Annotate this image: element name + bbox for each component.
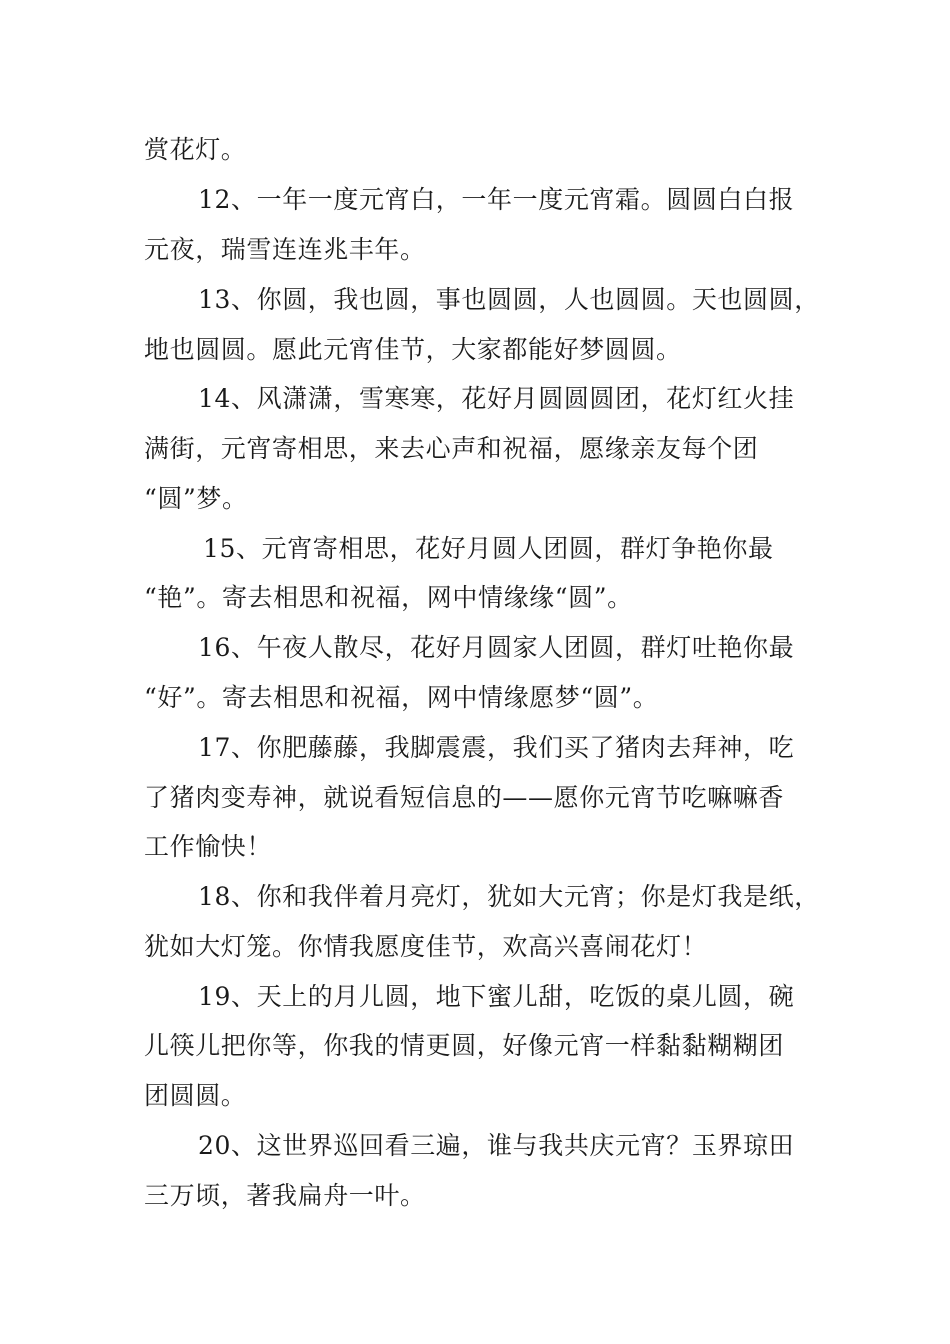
text-line: “圆”梦。	[144, 484, 248, 513]
text-line-item-15-start: 15、元宵寄相思，花好月圆人团圆，群灯争艳你最	[203, 534, 774, 563]
text-line: 儿筷儿把你等，你我的情更圆，好像元宵一样黏黏糊糊团	[144, 1031, 785, 1060]
text-line: 地也圆圆。愿此元宵佳节，大家都能好梦圆圆。	[144, 335, 682, 364]
text-line: “艳”。寄去相思和祝福，网中情缘缘“圆”。	[144, 583, 633, 612]
text-line-item-19-start: 19、天上的月儿圆，地下蜜儿甜，吃饭的桌儿圆，碗	[198, 982, 795, 1011]
text-line: “好”。寄去相思和祝福，网中情缘愿梦“圆”。	[144, 683, 659, 712]
text-line: 三万顷，著我扁舟一叶。	[144, 1181, 426, 1210]
text-line: 了猪肉变寿神，就说看短信息的——愿你元宵节吃嘛嘛香	[144, 783, 785, 812]
text-line-item-17-start: 17、你肥藤藤，我脚震震，我们买了猪肉去拜神，吃	[198, 733, 795, 762]
text-line: 团圆圆。	[144, 1081, 247, 1110]
text-line: 犹如大灯笼。你情我愿度佳节，欢高兴喜闹花灯！	[144, 932, 708, 961]
text-line-item-16-start: 16、午夜人散尽，花好月圆家人团圆，群灯吐艳你最	[198, 633, 795, 662]
text-line: 赏花灯。	[144, 135, 247, 164]
text-line-item-20-start: 20、这世界巡回看三遍，谁与我共庆元宵？玉界琼田	[198, 1131, 795, 1160]
text-line: 工作愉快！	[144, 832, 273, 861]
text-line-item-14-start: 14、风潇潇，雪寒寒，花好月圆圆圆团，花灯红火挂	[198, 384, 795, 413]
text-line-item-13-start: 13、你圆，我也圆，事也圆圆，人也圆圆。天也圆圆，	[198, 285, 820, 314]
text-line-item-12-start: 12、一年一度元宵白，一年一度元宵霜。圆圆白白报	[198, 185, 795, 214]
text-line: 元夜，瑞雪连连兆丰年。	[144, 235, 426, 264]
text-line: 满街，元宵寄相思，来去心声和祝福，愿缘亲友每个团	[144, 434, 759, 463]
text-line-item-18-start: 18、你和我伴着月亮灯，犹如大元宵；你是灯我是纸，	[198, 882, 820, 911]
